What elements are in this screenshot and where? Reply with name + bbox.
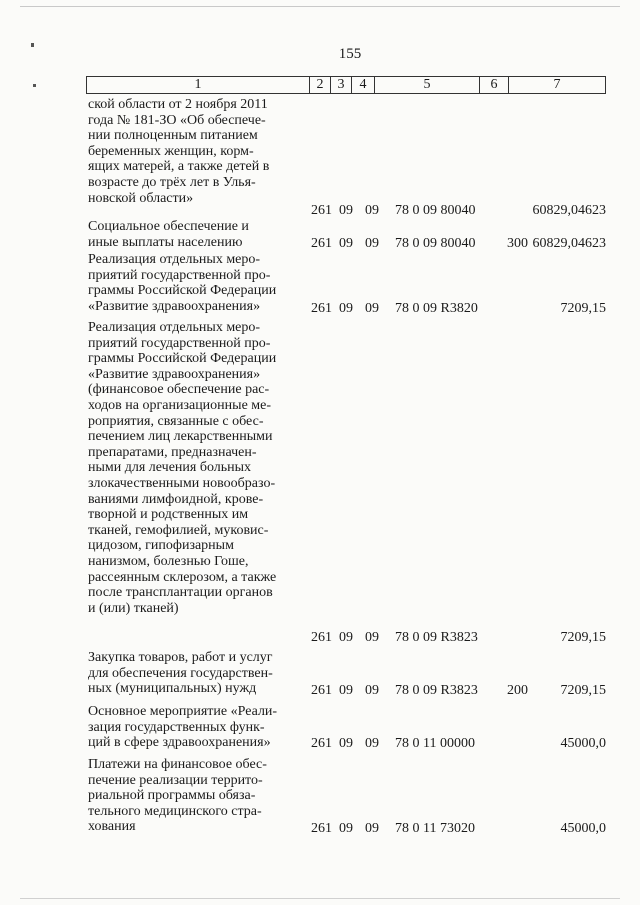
code-gr: 261 <box>311 736 332 751</box>
scan-mark <box>20 6 620 7</box>
code-subsection: 09 <box>365 821 379 836</box>
table-row <box>0 219 640 252</box>
header-col-5: 5 <box>423 77 431 92</box>
row-amount: 45000,0 <box>560 821 606 836</box>
row-codes <box>311 301 537 317</box>
table-row <box>0 757 640 837</box>
table-row <box>0 650 640 699</box>
code-target: 78 0 09 80040 <box>395 203 476 218</box>
row-codes <box>311 236 537 252</box>
header-col-1: 1 <box>194 77 202 92</box>
header-col-4: 4 <box>359 77 367 92</box>
header-col-6: 6 <box>490 77 498 92</box>
row-description: Реализация отдельных меро- приятий государственной про- граммы Российской Федерации «Развитие здравоохранения» <box>88 252 277 314</box>
row-amount: 7209,15 <box>560 630 606 645</box>
scan-mark <box>31 43 34 47</box>
code-gr: 261 <box>311 630 332 645</box>
code-section: 09 <box>339 821 353 836</box>
code-gr: 261 <box>311 203 332 218</box>
row-codes <box>311 203 537 219</box>
row-description: ской области от 2 ноября 2011 года № 181-ЗО «Об обеспече- нии полноценным питанием беременных женщин, корм- ящих матерей, а также детей в возрасте до трёх лет в Улья- новской области» <box>88 97 270 206</box>
scan-mark <box>33 84 36 87</box>
row-amount: 7209,15 <box>560 683 606 698</box>
table-row <box>0 252 640 317</box>
code-subsection: 09 <box>365 630 379 645</box>
row-amount: 45000,0 <box>560 736 606 751</box>
code-section: 09 <box>339 630 353 645</box>
table-row <box>0 704 640 752</box>
code-gr: 261 <box>311 821 332 836</box>
code-subsection: 09 <box>365 236 379 251</box>
row-amount: 60829,04623 <box>532 203 606 218</box>
code-section: 09 <box>339 683 353 698</box>
scan-mark <box>20 898 620 899</box>
row-description: Реализация отдельных меро- приятий государственной про- граммы Российской Федерации «Развитие здравоохранения» (финансовое обеспечение рас- ходов на организационные ме- роприятия, связанные с обес- печением лиц лекарственными препаратами, предназначен- ными для лечения больных злокачественными новообразо- ваниями лимфоидной, крове- творной и родственных им тканей, гемофилией, муковис- цидозом, гипофизарным нанизмом, болезнью Гоше, рассеянным склерозом, а также после трансплантации органов и (или) тканей) <box>88 320 277 616</box>
code-subsection: 09 <box>365 736 379 751</box>
header-col-3: 3 <box>337 77 345 92</box>
code-section: 09 <box>339 301 353 316</box>
code-subsection: 09 <box>365 301 379 316</box>
code-subsection: 09 <box>365 203 379 218</box>
row-description: Закупка товаров, работ и услуг для обеспечения государствен- ных (муниципальных) нужд <box>88 650 273 697</box>
code-kvr: 200 <box>507 683 528 698</box>
code-target: 78 0 09 R3820 <box>395 301 478 316</box>
code-section: 09 <box>339 736 353 751</box>
table-row <box>0 97 640 219</box>
table-row <box>0 320 640 646</box>
code-target: 78 0 09 R3823 <box>395 683 478 698</box>
row-description: Платежи на финансовое обес- печение реализации террито- риальной программы обяза- тельного медицинского стра- хования <box>88 757 267 835</box>
page-number: 155 <box>338 46 362 62</box>
code-section: 09 <box>339 203 353 218</box>
header-col-2: 2 <box>316 77 324 92</box>
row-codes <box>311 736 537 752</box>
header-col-7: 7 <box>553 77 561 92</box>
row-amount: 60829,04623 <box>532 236 606 251</box>
code-gr: 261 <box>311 683 332 698</box>
row-description: Основное мероприятие «Реали- зация государственных функ- ций в сфере здравоохранения» <box>88 704 278 751</box>
code-target: 78 0 09 R3823 <box>395 630 478 645</box>
code-subsection: 09 <box>365 683 379 698</box>
row-amount: 7209,15 <box>560 301 606 316</box>
row-codes <box>311 683 537 699</box>
code-gr: 261 <box>311 301 332 316</box>
code-kvr: 300 <box>507 236 528 251</box>
table-header <box>86 76 606 94</box>
code-target: 78 0 11 00000 <box>395 736 475 751</box>
code-section: 09 <box>339 236 353 251</box>
row-codes <box>311 630 537 646</box>
code-target: 78 0 11 73020 <box>395 821 475 836</box>
code-target: 78 0 09 80040 <box>395 236 476 251</box>
code-gr: 261 <box>311 236 332 251</box>
row-description: Социальное обеспечение и иные выплаты населению <box>88 219 249 250</box>
row-codes <box>311 821 537 837</box>
